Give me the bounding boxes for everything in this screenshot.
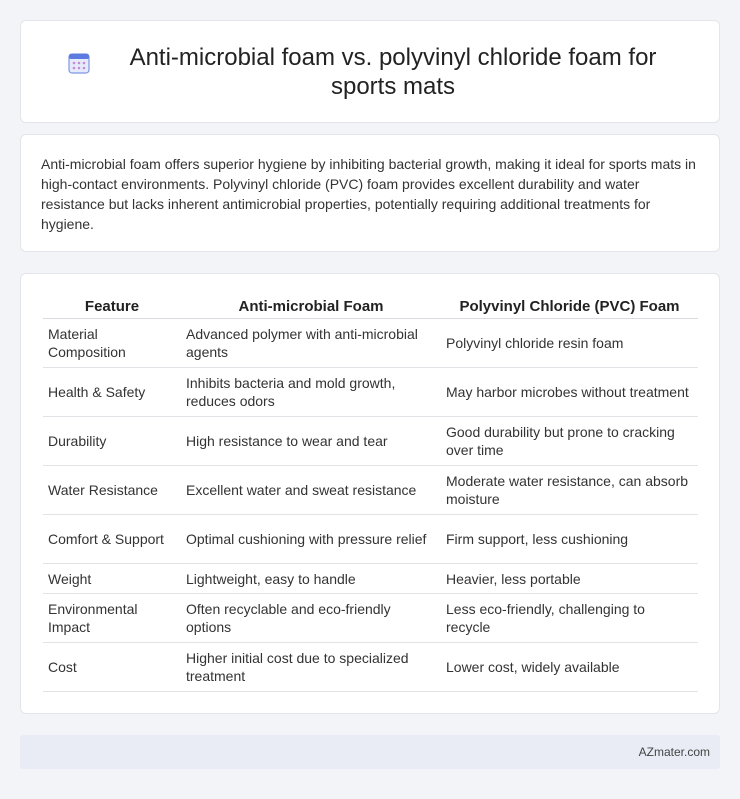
table-row: [43, 564, 698, 594]
row-feature: Comfort & Support: [43, 515, 181, 564]
row-anti-microbial-value: High resistance to wear and tear: [181, 417, 441, 466]
row-anti-microbial-value: Higher initial cost due to specialized treatment: [181, 643, 441, 692]
calendar-icon: [67, 51, 91, 75]
row-pvc-value: May harbor microbes without treatment: [441, 368, 698, 417]
table-row: [43, 417, 698, 466]
row-anti-microbial-value: Inhibits bacteria and mold growth, reduces odors: [181, 368, 441, 417]
row-feature: Durability: [43, 417, 181, 466]
row-pvc-value: Less eco-friendly, challenging to recycle: [441, 594, 698, 643]
row-feature: Cost: [43, 643, 181, 692]
header-pvc-foam: Polyvinyl Chloride (PVC) Foam: [441, 294, 698, 319]
row-anti-microbial-value: Often recyclable and eco-friendly options: [181, 594, 441, 643]
comparison-table: [43, 294, 698, 692]
header-anti-microbial-foam: Anti-microbial Foam: [181, 294, 441, 319]
footer: [20, 735, 720, 769]
row-pvc-value: Polyvinyl chloride resin foam: [441, 319, 698, 368]
row-anti-microbial-value: Optimal cushioning with pressure relief: [181, 515, 441, 564]
summary-text: Anti-microbial foam offers superior hygiene by inhibiting bacterial growth, making it ideal for sports mats in high-contact environments. Polyvinyl chloride (PVC) foam provides excellent durability and water resistance but lacks inherent antimicrobial properties, potentially requiring additional treatments for hygiene.: [41, 156, 696, 232]
row-feature: Water Resistance: [43, 466, 181, 515]
page-title: Anti-microbial foam vs. polyvinyl chloride foam for sports mats: [129, 43, 657, 100]
table-row: [43, 466, 698, 515]
summary-card: [20, 134, 720, 252]
row-feature: Environmental Impact: [43, 594, 181, 643]
title-card: [20, 20, 720, 123]
row-anti-microbial-value: Excellent water and sweat resistance: [181, 466, 441, 515]
row-anti-microbial-value: Lightweight, easy to handle: [181, 564, 441, 594]
table-row: [43, 368, 698, 417]
table-row: [43, 643, 698, 692]
title-wrap: [67, 43, 673, 101]
row-feature: Health & Safety: [43, 368, 181, 417]
row-pvc-value: Good durability but prone to cracking over time: [441, 417, 698, 466]
footer-brand: AZmater.com: [638, 745, 710, 759]
table-row: [43, 515, 698, 564]
row-feature: Weight: [43, 564, 181, 594]
row-feature: Material Composition: [43, 319, 181, 368]
table-header-row: [43, 294, 698, 319]
row-pvc-value: Moderate water resistance, can absorb moisture: [441, 466, 698, 515]
row-pvc-value: Heavier, less portable: [441, 564, 698, 594]
table-row: [43, 319, 698, 368]
comparison-table-card: [20, 273, 720, 714]
row-pvc-value: Firm support, less cushioning: [441, 515, 698, 564]
row-pvc-value: Lower cost, widely available: [441, 643, 698, 692]
table-row: [43, 594, 698, 643]
header-feature: Feature: [43, 294, 181, 319]
row-anti-microbial-value: Advanced polymer with anti-microbial agents: [181, 319, 441, 368]
